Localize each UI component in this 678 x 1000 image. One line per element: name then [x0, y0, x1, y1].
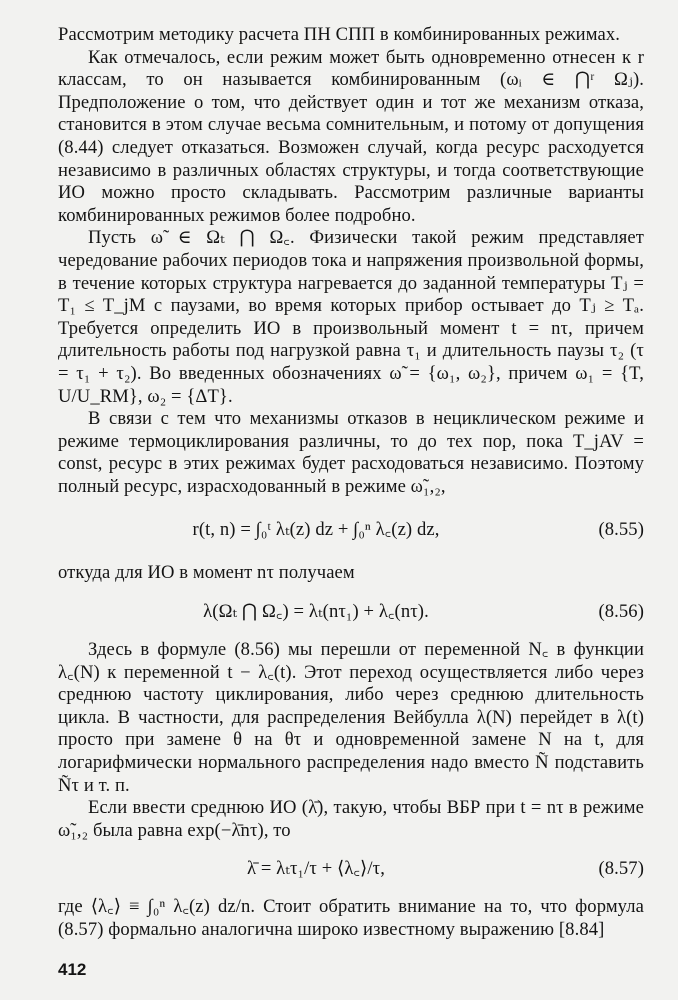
equation-8-55: [58, 504, 644, 556]
equation-formula: r(t, n) = ∫₀ᵗ λₜ(z) dz + ∫₀ⁿ λ꜀(z) dz,: [192, 519, 440, 541]
equation-8-57: [58, 848, 644, 890]
paragraph: Если ввести среднюю ИО (λ̄), такую, чтобы ВБР при t = nτ в режиме ω̃₁,₂ была равна exp(−λ̄nτ), то: [58, 797, 644, 841]
paragraph: откуда для ИО в момент nτ получаем: [58, 562, 355, 584]
paragraph: Рассмотрим методику расчета ПН СПП в комбинированных режимах.: [58, 24, 620, 45]
paragraph: Здесь в формуле (8.56) мы перешли от переменной N꜀ в функции λ꜀(N) к переменной t − λ꜀(t). Этот переход осуществляется либо через среднюю частоту циклирования, либо через среднюю длительность цикла. В частности, для распределения Вейбулла λ(N) перейдет в λ(t) просто при замене θ на θτ и одновременной замене N на t, для логарифмически нормального распределения надо вместо Ñ подставить Ñτ и т. п.: [58, 639, 644, 796]
page-number: 412: [58, 960, 87, 979]
paragraph: Как отмечалось, если режим может быть одновременно отнесен к r классам, то он называется комбинированным (ωᵢ ∈ ⋂ʳ Ωⱼ). Предположение о том, что действует один и тот же механизм отказа, становится в этом случае весьма сомнительным, и потому от допущения (8.44) следует отказаться. Возможен случай, когда ресурс расходуется независимо в различных областях структуры, и тогда соответствующие ИО можно просто складывать. Рассмотрим различные варианты комбинированных режимов более подробно.: [58, 46, 644, 226]
paragraph: где ⟨λ꜀⟩ ≡ ∫₀ⁿ λ꜀(z) dz/n. Стоит обратить внимание на то, что формула (8.57) формально аналогична широко известному выражению [8.84]: [58, 896, 644, 940]
equation-8-56: [58, 591, 644, 633]
paragraph: Пусть ω̃ ∈ Ωₜ ⋂ Ω꜀. Физически такой режим представляет чередование рабочих периодов тока и напряжения произвольной формы, в течение которых структура нагревается до заданной температуры Tⱼ = T₁ ≤ T_jM с паузами, во время которых прибор остывает до Tⱼ ≥ Tₐ. Требуется определить ИО в произвольный момент t = nτ, причем длительность работы под нагрузкой равна τ₁ и длительность паузы τ₂ (τ = τ₁ + τ₂). Во введенных обозначениях ω̃ = {ω₁, ω₂}, причем ω₁ = {T, U/U_RM}, ω₂ = {ΔT}.: [58, 227, 644, 407]
equation-number: (8.57): [598, 858, 644, 880]
equation-number: (8.56): [598, 600, 644, 622]
equation-formula: λ(Ωₜ ⋂ Ω꜀) = λₜ(nτ₁) + λ꜀(nτ).: [203, 600, 429, 622]
equation-number: (8.55): [598, 519, 644, 541]
paragraph: В связи с тем что механизмы отказов в нециклическом режиме и режиме термоциклирования различны, то до тех пор, пока T_jAV = const, ресурс в этих режимах будет расходоваться независимо. Поэтому полный ресурс, израсходованный в режиме ω̃₁,₂,: [58, 408, 644, 497]
body-text: [58, 24, 644, 942]
equation-formula: λ̄ = λₜτ₁/τ + ⟨λ꜀⟩/τ,: [246, 858, 386, 880]
